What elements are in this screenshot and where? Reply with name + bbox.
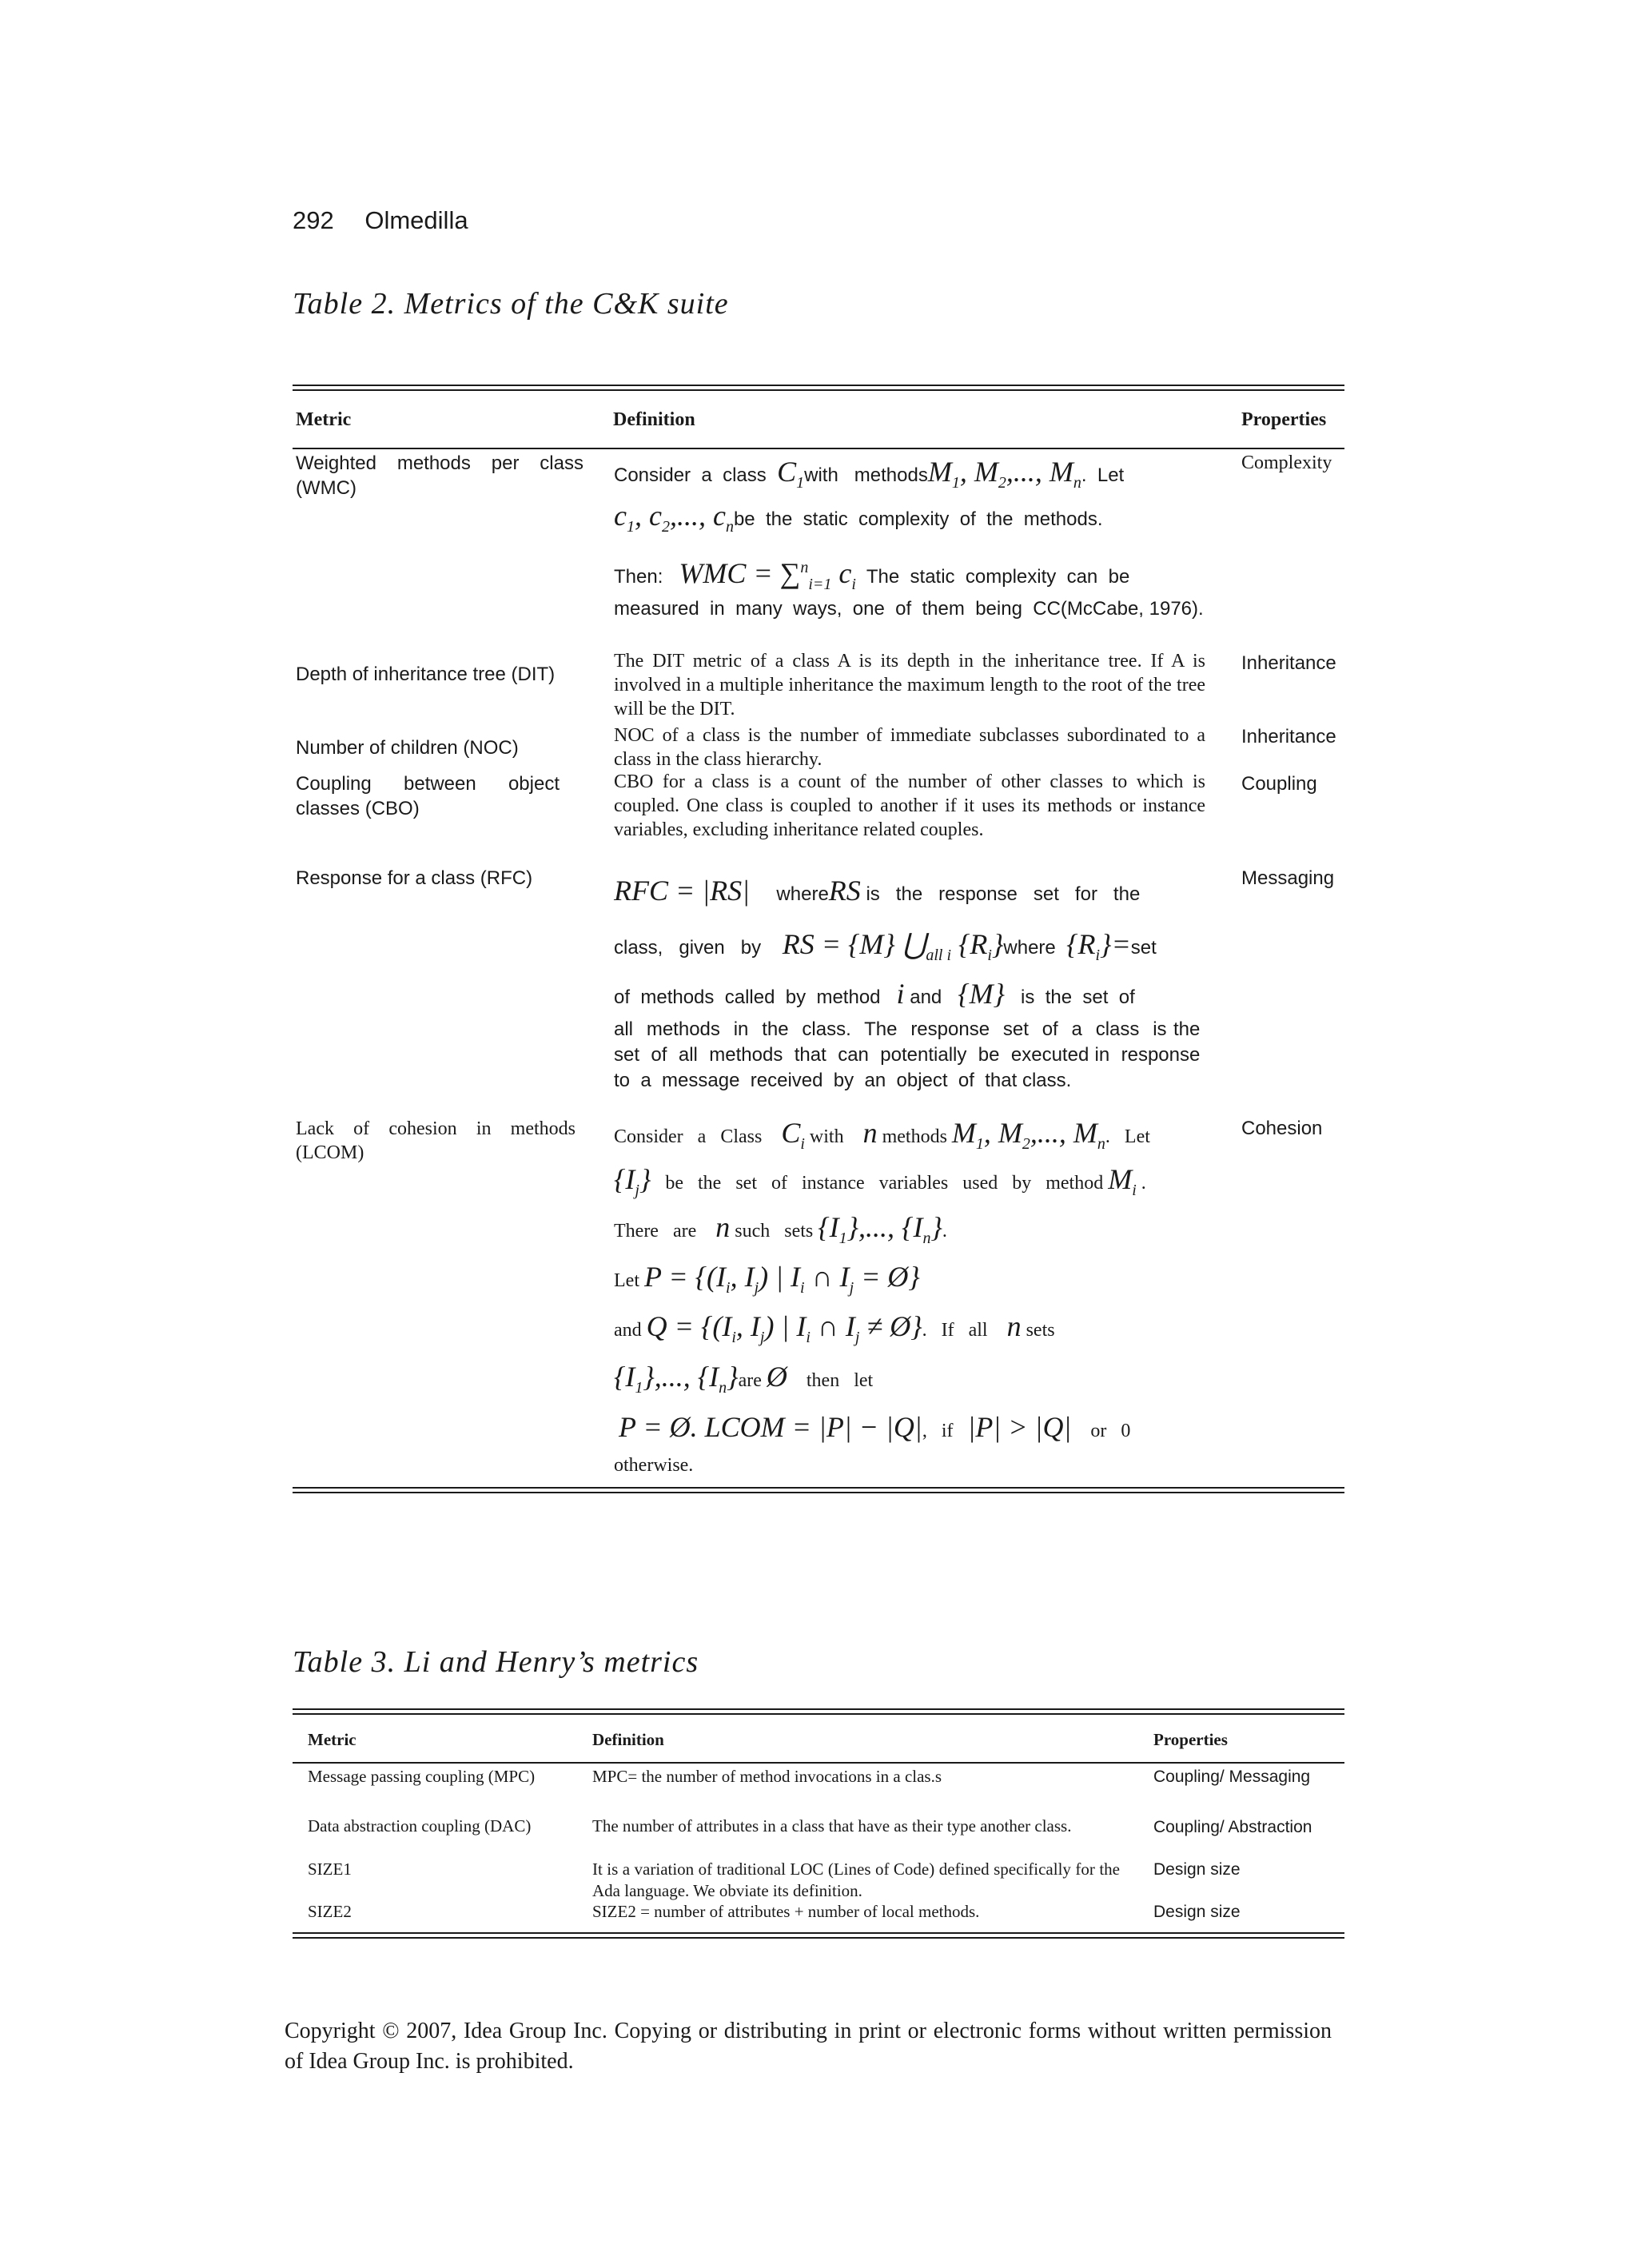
- rfc-def-line-1: RFC = |RS| whereRS is the response set for the: [614, 875, 1141, 907]
- wmc-def-line-1: Consider a class $C_1with$ methodsM$_1$, $M_2$,..., $M_n$. Let: [614, 456, 1125, 492]
- dac-definition: The number of attributes in a class that have as their type another class.: [592, 1816, 1072, 1836]
- page-number: 292: [293, 206, 334, 234]
- table3-bottom-rule-2: [293, 1937, 1344, 1939]
- rfc-def-line-2: class, given by RS = {M} $⋃_{all i}$ $\{R_i\}where$ $\{R_i\}=set$: [614, 928, 1157, 965]
- wmc-def-line-3: Then: WMC = ∑$^n_{i=1}$ $c_i$ The static complexity can be: [614, 557, 1130, 594]
- wmc-definition: [614, 451, 1205, 621]
- wmc-metric: Weighted methods per class (WMC): [296, 452, 584, 499]
- table2-bottom-rule-2: [293, 1492, 1344, 1493]
- wmc-def-line-2: $c_1$, $c_2$,..., $c_nbe$ the static complexity of the methods.: [614, 500, 1103, 536]
- dit-metric: Depth of inheritance tree (DIT): [296, 664, 556, 685]
- running-author: Olmedilla: [364, 206, 468, 234]
- table2-header-metric: Metric: [296, 409, 352, 430]
- noc-properties: Inheritance: [1241, 726, 1336, 747]
- table2-header-properties: Properties: [1241, 409, 1327, 430]
- table3-top-rule-1: [293, 1708, 1344, 1710]
- dit-properties: Inheritance: [1241, 652, 1336, 674]
- lcom-def-line-2: $\{I_j\}$ be the set of instance variables used by method $M_i$ .: [614, 1163, 1146, 1200]
- copyright-footer: Copyright © 2007, Idea Group Inc. Copying or distributing in print or electronic forms without written permission of Idea Group Inc. is prohibited.: [285, 2019, 1332, 2074]
- lcom-def-line-7: P = Ø. LCOM = |P| − |Q|, if |P| > |Q| or 0: [619, 1411, 1131, 1443]
- noc-metric: Number of children (NOC): [296, 737, 519, 759]
- lcom-properties: Cohesion: [1241, 1118, 1323, 1139]
- cbo-definition: CBO for a class is a count of the number of other classes to which is coupled. One class is coupled to another if it uses its methods or instance variables, excluding inheritance related couples.: [614, 771, 1205, 840]
- wmc-def-line-4: measured in many ways, one of them being CC(McCabe, 1976).: [614, 598, 1204, 620]
- size2-properties: Design size: [1153, 1903, 1241, 1921]
- lcom-def-line-6: $\{I_1\}$,..., $\{I_n\}are$ Ø then let: [614, 1361, 874, 1397]
- lcom-def-line-1: Consider a Class $C_i$ with n methods $M_1$, $M_2$,..., $M_n$. Let: [614, 1117, 1150, 1154]
- dac-metric: Data abstraction coupling (DAC): [308, 1816, 532, 1836]
- rfc-properties: Messaging: [1241, 867, 1335, 889]
- size2-metric: SIZE2: [308, 1902, 352, 1921]
- lcom-definition: [614, 1114, 1205, 1479]
- size1-properties: Design size: [1153, 1860, 1241, 1879]
- table2-caption: Table 2. Metrics of the C&K suite: [293, 287, 729, 321]
- table2-bottom-rule-1: [293, 1487, 1344, 1489]
- table3-bottom-rule-1: [293, 1932, 1344, 1934]
- size2-definition: SIZE2 = number of attributes + number of local methods.: [592, 1902, 980, 1921]
- rfc-definition: [614, 870, 1205, 1094]
- wmc-properties: Complexity: [1241, 452, 1332, 473]
- table3-top-rule-2: [293, 1713, 1344, 1715]
- mpc-definition: MPC= the number of method invocations in a clas.s: [592, 1767, 942, 1786]
- table3-header-metric: Metric: [308, 1730, 356, 1749]
- mpc-metric: Message passing coupling (MPC): [308, 1767, 536, 1786]
- table3-header-definition: Definition: [592, 1730, 664, 1749]
- rfc-def-line-3: of methods called by method i and {M} is the set of: [614, 978, 1135, 1010]
- lcom-def-line-3: There are n such sets $\{I_1\}$,..., $\{I_n\}$.: [614, 1211, 947, 1248]
- table3-header-properties: Properties: [1153, 1730, 1228, 1749]
- dac-properties: Coupling/ Abstraction: [1153, 1818, 1312, 1836]
- size1-metric: SIZE1: [308, 1859, 352, 1879]
- cbo-properties: Coupling: [1241, 773, 1317, 795]
- lcom-def-line-8: otherwise.: [614, 1455, 694, 1476]
- table3-header-rule: [293, 1762, 1344, 1764]
- lcom-def-line-4: Let $P = \{(I_i$, $I_j$) | $I_i$ ∩ $I_j$ = Ø}: [614, 1261, 920, 1297]
- size1-definition: It is a variation of traditional LOC (Lines of Code) defined specifically for the Ada language. We obviate its definition.: [592, 1859, 1120, 1900]
- table2-top-rule-2: [293, 389, 1344, 391]
- table3-caption: Table 3. Li and Henry’s metrics: [293, 1645, 699, 1679]
- table2-header-definition: Definition: [613, 409, 695, 430]
- mpc-properties: Coupling/ Messaging: [1153, 1768, 1311, 1786]
- rfc-def-line-4: all methods in the class. The response set of a class is the set of all methods that can potentially be executed in response to a message received by an object of that class.: [614, 1018, 1205, 1091]
- running-header: [293, 206, 468, 235]
- table2-header-rule: [293, 448, 1344, 449]
- lcom-def-line-5: and $Q = \{(I_i$, $I_j$) | $I_i$ ∩ $I_j$ ≠ Ø}. If all n sets: [614, 1310, 1055, 1347]
- rfc-metric: Response for a class (RFC): [296, 867, 533, 889]
- noc-definition: NOC of a class is the number of immediate subclasses subordinated to a class in the class hierarchy.: [614, 725, 1205, 770]
- table2-top-rule-1: [293, 385, 1344, 386]
- cbo-metric: Coupling between object classes (CBO): [296, 773, 560, 819]
- lcom-metric: Lack of cohesion in methods (LCOM): [296, 1118, 576, 1163]
- dit-definition: The DIT metric of a class A is its depth in the inheritance tree. If A is involved in a multiple inheritance the maximum length to the root of the tree will be the DIT.: [614, 651, 1205, 719]
